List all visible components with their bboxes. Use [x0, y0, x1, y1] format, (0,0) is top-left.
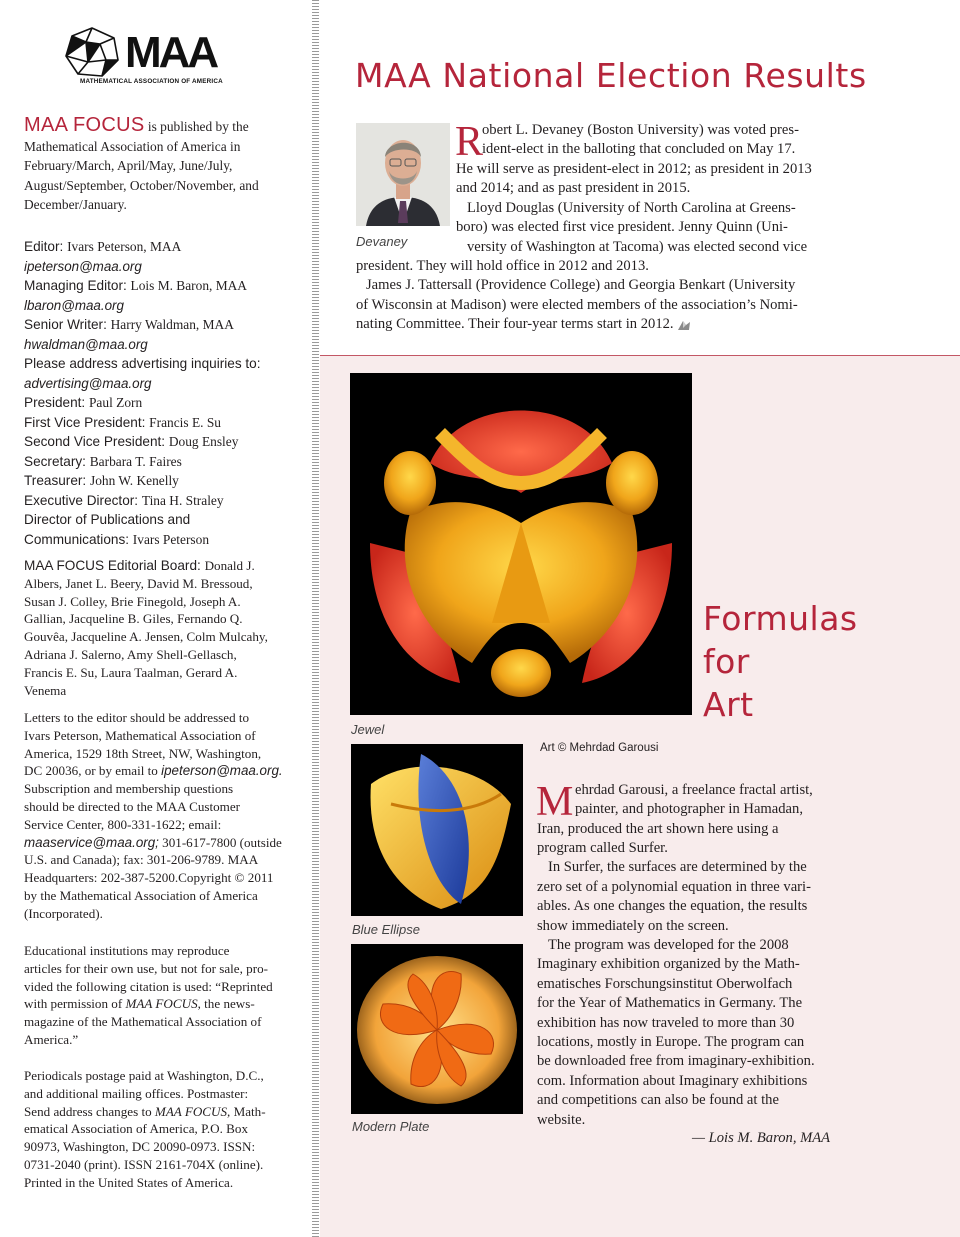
- art-feature-title: [703, 597, 858, 726]
- art-line: zero set of a polynomial equation in three vari-: [537, 879, 811, 895]
- election-line: and 2014; and as past president in 2015.: [456, 180, 691, 196]
- art-line: website.: [537, 1112, 586, 1128]
- staff-row: Please address advertising inquiries to:: [24, 356, 261, 371]
- art-line: Iran, produced the art shown here using a: [537, 821, 779, 837]
- postage-line: and additional mailing offices. Postmaster:: [24, 1085, 249, 1101]
- publication-name: MAA FOCUS: [24, 114, 145, 136]
- letters-line: should be directed to the MAA Customer: [24, 798, 241, 814]
- staff-row: Treasurer: John W. Kenelly: [24, 473, 179, 488]
- intro-line: August/September, October/November, and: [24, 177, 259, 193]
- intro-line: is published by the: [144, 119, 249, 134]
- art-line: exhibition has now traveled to more than 30: [537, 1015, 795, 1031]
- jewel-image: [350, 373, 692, 715]
- staff-row: Secretary: Barbara T. Faires: [24, 453, 182, 469]
- staff-list: [24, 237, 302, 549]
- letters-line: Headquarters: 202-387-5200.Copyright © 2011: [24, 870, 274, 886]
- letters-line: by the Mathematical Association of America: [24, 887, 258, 903]
- letters-line: Subscription and membership questions: [24, 781, 234, 797]
- letters-line: Letters to the editor should be addressed to: [24, 710, 250, 725]
- art-line: locations, mostly in Europe. The program can: [537, 1034, 805, 1050]
- reprint-magazine-name: MAA FOCUS: [125, 996, 198, 1012]
- postage-notice: [24, 1067, 302, 1192]
- postage-line: 0731-2040 (print). ISSN 2161-704X (online).: [24, 1156, 264, 1172]
- reprint-line: articles for their own use, but not for sale, pro-: [24, 960, 268, 976]
- editorial-board: [24, 557, 302, 699]
- column-divider: [312, 0, 319, 1237]
- letters-line: DC 20036, or by email to: [24, 763, 162, 779]
- board-line: Susan J. Colley, Brie Finegold, Joseph A.: [24, 593, 241, 609]
- board-line: Donald J.: [204, 558, 255, 573]
- letters-line: 301-617-7800 (outside: [158, 834, 282, 850]
- art-line: show immediately on the screen.: [537, 918, 729, 934]
- letters-line: Service Center, 800-331-1622; email:: [24, 816, 222, 832]
- staff-row: Managing Editor: Lois M. Baron, MAA: [24, 278, 247, 293]
- board-label: MAA FOCUS Editorial Board:: [24, 558, 205, 573]
- postage-line: Periodicals postage paid at Washington, D.C.,: [24, 1068, 264, 1083]
- staff-row: Director of Publications and: [24, 512, 191, 527]
- election-line: of Wisconsin at Madison) were elected members of the association’s Nomi-: [356, 297, 798, 313]
- maa-logo: [64, 26, 223, 90]
- letters-email-link[interactable]: ipeterson@maa.org.: [161, 763, 283, 779]
- reprint-notice: [24, 942, 302, 1049]
- managing-editor-email-link[interactable]: lbaron@maa.org: [24, 297, 124, 313]
- article-byline: — Lois M. Baron, MAA: [692, 1130, 831, 1146]
- photo-caption: Devaney: [356, 234, 408, 249]
- blue-ellipse-artwork: [351, 744, 523, 916]
- modern-plate-artwork: [351, 944, 523, 1114]
- intro-line: December/January.: [24, 197, 127, 212]
- election-line: He will serve as president-elect in 2012; as president in 2013: [456, 161, 812, 177]
- art-line: The program was developed for the 2008: [548, 937, 789, 953]
- art-line: ables. As one changes the equation, the results: [537, 898, 808, 914]
- title-line: Art: [703, 685, 754, 724]
- staff-row: Executive Director: Tina H. Straley: [24, 492, 224, 508]
- reprint-line: magazine of the Mathematical Association of: [24, 1014, 262, 1030]
- letters-contact: [24, 709, 302, 923]
- senior-writer-email-link[interactable]: hwaldman@maa.org: [24, 336, 148, 352]
- board-line: Gallian, Jacqueline B. Giles, Fernando Q.: [24, 611, 243, 627]
- election-headline: MAA National Election Results: [355, 56, 867, 95]
- masthead-sidebar: [0, 0, 310, 1237]
- board-line: Venema: [24, 682, 67, 698]
- election-line: boro) was elected first vice president. Jenny Quinn (Uni-: [456, 219, 788, 235]
- service-email-link[interactable]: maaservice@maa.org;: [24, 834, 159, 850]
- election-line: versity of Washington at Tacoma) was elected second vice: [467, 239, 808, 255]
- reprint-line: with permission of: [24, 996, 126, 1012]
- staff-row: Editor: Ivars Peterson, MAA: [24, 239, 182, 254]
- letters-line: U.S. and Canada); fax: 301-206-9789. MAA: [24, 852, 259, 868]
- title-line: for: [703, 642, 750, 681]
- jewel-artwork: [350, 373, 692, 715]
- art-line: Imaginary exhibition organized by the Math-: [537, 956, 800, 972]
- board-line: Adriana J. Salerno, Amy Shell-Gellasch,: [24, 646, 237, 662]
- staff-row: Second Vice President: Doug Ensley: [24, 434, 239, 449]
- election-line: nating Committee. Their four-year terms start in 2012.: [356, 315, 691, 335]
- devaney-photo: [356, 123, 450, 226]
- intro-line: Mathematical Association of America in: [24, 138, 241, 154]
- art-line: com. Information about Imaginary exhibitions: [537, 1073, 808, 1089]
- postage-line: Send address changes to: [24, 1103, 155, 1119]
- modern-plate-image: [351, 944, 523, 1114]
- election-line: obert L. Devaney (Boston University) was voted pres-: [482, 122, 799, 138]
- reprint-line: vided the following citation is used: “Reprinted: [24, 978, 273, 994]
- modern-plate-caption: Modern Plate: [352, 1119, 430, 1134]
- postage-line: 90973, Washington, DC 20090-0973. ISSN:: [24, 1139, 256, 1155]
- election-line: ident-elect in the balloting that concluded on May 17.: [482, 141, 796, 157]
- board-line: Francis E. Su, Laura Taalman, Gerard A.: [24, 664, 238, 680]
- reprint-line: , the news-: [197, 996, 255, 1012]
- letters-line: America, 1529 18th Street, NW, Washington,: [24, 745, 262, 761]
- art-line: be downloaded free from imaginary-exhibition.: [537, 1053, 815, 1069]
- reprint-line: Educational institutions may reproduce: [24, 943, 230, 958]
- art-line: for the Year of Mathematics in Germany. The: [537, 995, 803, 1011]
- postage-line: Printed in the United States of America.: [24, 1174, 234, 1190]
- board-line: Gouvêa, Jacqueline A. Jensen, Colm Mulcahy,: [24, 629, 268, 645]
- art-line: painter, and photographer in Hamadan,: [575, 801, 803, 817]
- title-line: Formulas: [703, 599, 858, 638]
- advertising-email-link[interactable]: advertising@maa.org: [24, 375, 152, 391]
- art-line: and competitions can also be found at the: [537, 1092, 779, 1108]
- blue-ellipse-caption: Blue Ellipse: [352, 922, 420, 937]
- art-line: ehrdad Garousi, a freelance fractal artist,: [575, 782, 813, 798]
- art-line: program called Surfer.: [537, 840, 668, 856]
- art-line: In Surfer, the surfaces are determined by the: [548, 859, 807, 875]
- election-dropcap: R: [455, 119, 484, 165]
- art-line: ematisches Forschungsinstitut Oberwolfach: [537, 976, 793, 992]
- reprint-line: America.”: [24, 1031, 79, 1047]
- staff-row: Communications: Ivars Peterson: [24, 531, 210, 547]
- editor-email-link[interactable]: ipeterson@maa.org: [24, 258, 142, 274]
- end-mark-icon: [677, 319, 691, 331]
- portrait-image: [356, 123, 450, 226]
- polyhedron-logo-icon: [64, 26, 120, 78]
- postage-line: ematical Association of America, P.O. Box: [24, 1121, 249, 1137]
- letters-line: Ivars Peterson, Mathematical Association of: [24, 727, 256, 743]
- publication-info: [24, 116, 302, 215]
- art-dropcap: M: [536, 779, 574, 825]
- intro-line: February/March, April/May, June/July,: [24, 158, 233, 173]
- postage-magazine-name: MAA FOCUS,: [154, 1103, 231, 1119]
- board-line: Albers, Janet L. Beery, David M. Bressoud,: [24, 575, 253, 591]
- staff-row: President: Paul Zorn: [24, 395, 143, 410]
- blue-ellipse-image: [351, 744, 523, 916]
- election-line: president. They will hold office in 2012 and 2013.: [356, 258, 649, 274]
- jewel-caption: Jewel: [351, 722, 385, 737]
- postage-line: Math-: [230, 1103, 266, 1119]
- staff-row: Senior Writer: Harry Waldman, MAA: [24, 317, 234, 332]
- election-line: James J. Tattersall (Providence College) and Georgia Benkart (University: [366, 277, 796, 293]
- staff-row: First Vice President: Francis E. Su: [24, 414, 221, 430]
- art-credit: Art © Mehrdad Garousi: [540, 742, 659, 754]
- letters-line: (Incorporated).: [24, 905, 103, 921]
- election-line: Lloyd Douglas (University of North Carolina at Greens-: [467, 200, 796, 216]
- logo-subtitle: MATHEMATICAL ASSOCIATION OF AMERICA: [80, 78, 223, 85]
- logo-wordmark: MAA: [125, 28, 217, 77]
